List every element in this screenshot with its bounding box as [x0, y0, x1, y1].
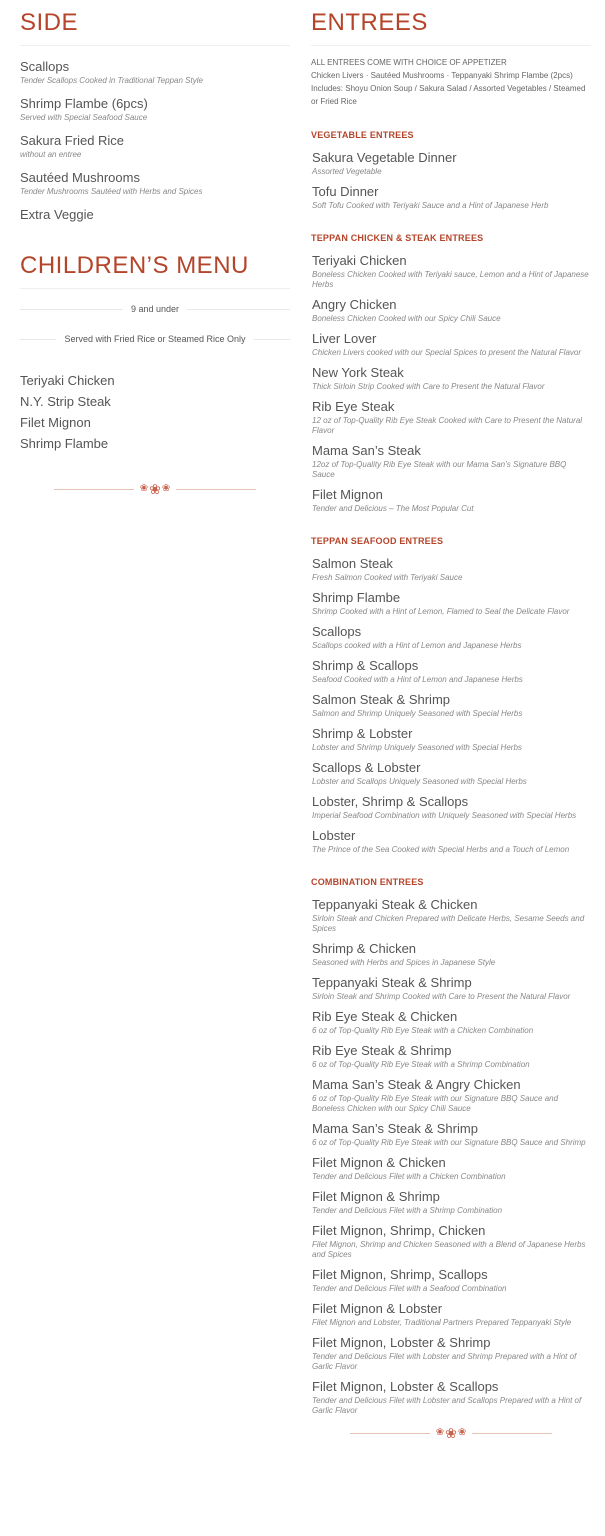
chicken-steak-section [311, 233, 591, 514]
menu-item [311, 183, 591, 211]
menu-item-desc: Tender and Delicious Filet with a Shrimp Combination [312, 1206, 503, 1215]
menu-item [311, 555, 591, 583]
entrees-title: ENTREES [311, 9, 428, 36]
side-title-rule [20, 45, 290, 46]
menu-item [311, 896, 591, 934]
menu-item-desc: Salmon and Shrimp Uniquely Seasoned with Special Herbs [312, 709, 523, 718]
childrens-item: Filet Mignon [20, 415, 91, 430]
left-column [20, 0, 290, 496]
rule [472, 1433, 552, 1434]
menu-item [311, 1076, 591, 1114]
menu-item-name: Filet Mignon, Lobster & Scallops [312, 1379, 499, 1394]
combination-section [311, 877, 591, 1416]
menu-item-name: Filet Mignon & Chicken [312, 1155, 446, 1170]
menu-item-desc: Tender and Delicious Filet with a Chicken Combination [312, 1172, 506, 1181]
side-title: SIDE [20, 9, 79, 36]
category-heading: TEPPAN SEAFOOD ENTREES [311, 536, 444, 546]
menu-item [311, 940, 591, 968]
childrens-item: Shrimp Flambe [20, 436, 109, 451]
menu-item-desc: Filet Mignon and Lobster, Traditional Partners Prepared Teppanyaki Style [312, 1318, 572, 1327]
menu-item-desc: Scallops cooked with a Hint of Lemon and Japanese Herbs [312, 641, 522, 650]
menu-item-name: Shrimp Flambe [312, 590, 401, 605]
menu-item-name: Lobster [312, 828, 356, 843]
served-note-text: Served with Fried Rice or Steamed Rice Only [64, 334, 246, 344]
menu-item-desc: 12oz of Top-Quality Rib Eye Steak with our Mama San’s Signature BBQ Sauce [312, 460, 567, 479]
menu-item-desc: 12 oz of Top-Quality Rib Eye Steak Cooked with Care to Present the Natural Flavor [312, 416, 583, 435]
side-item-name: Sautéed Mushrooms [20, 170, 140, 185]
menu-item-desc: Assorted Vegetable [312, 167, 382, 176]
menu-item-desc: Imperial Seafood Combination with Uniquely Seasoned with Special Herbs [312, 811, 577, 820]
menu-item-desc: Thick Sirloin Strip Cooked with Care to Present the Natural Flavor [312, 382, 545, 391]
menu-item-name: Sakura Vegetable Dinner [312, 150, 457, 165]
menu-item [311, 691, 591, 719]
side-item [20, 58, 290, 92]
menu-item-name: Mama San’s Steak & Angry Chicken [312, 1077, 521, 1092]
menu-item-name: Mama San’s Steak [312, 443, 421, 458]
menu-item-name: Tofu Dinner [312, 184, 379, 199]
side-list [20, 58, 290, 240]
menu-item [311, 589, 591, 617]
childrens-list [20, 371, 290, 454]
childrens-menu-title: CHILDREN’S MENU [20, 252, 249, 279]
menu-item-name: Lobster, Shrimp & Scallops [312, 794, 469, 809]
seafood-section [311, 536, 591, 855]
menu-item-desc: Tender and Delicious Filet with a Seafood Combination [312, 1284, 507, 1293]
menu-item [311, 296, 591, 324]
menu-item [311, 759, 591, 787]
side-item-desc: Tender Mushrooms Sautéed with Herbs and Spices [20, 187, 203, 196]
menu-item-name: Scallops & Lobster [312, 760, 421, 775]
rule [176, 489, 256, 490]
side-item [20, 95, 290, 129]
menu-item-desc: 6 oz of Top-Quality Rib Eye Steak with a Shrimp Combination [312, 1060, 530, 1069]
menu-item-name: Shrimp & Chicken [312, 941, 417, 956]
menu-item-name: Filet Mignon & Shrimp [312, 1189, 440, 1204]
menu-item [311, 827, 591, 855]
menu-item-desc: Tender and Delicious Filet with Lobster and Scallops Prepared with a Hint of Garlic Flavor [312, 1396, 582, 1415]
menu-item-name: Scallops [312, 624, 362, 639]
entrees-note [311, 56, 591, 108]
menu-item-desc: Filet Mignon, Shrimp and Chicken Seasoned with a Blend of Japanese Herbs and Spices [312, 1240, 586, 1259]
menu-item-name: Shrimp & Lobster [312, 726, 413, 741]
menu-item-desc: Seafood Cooked with a Hint of Lemon and Japanese Herbs [312, 675, 523, 684]
menu-item-desc: Boneless Chicken Cooked with Teriyaki sauce, Lemon and a Hint of Japanese Herbs [312, 270, 589, 289]
menu-item-desc: Seasoned with Herbs and Spices in Japanese Style [312, 958, 496, 967]
menu-item [311, 1008, 591, 1036]
menu-item-name: Filet Mignon, Shrimp, Chicken [312, 1223, 486, 1238]
menu-item-name: Rib Eye Steak & Chicken [312, 1009, 458, 1024]
side-item [20, 206, 290, 240]
childrens-title-rule [20, 288, 290, 289]
menu-item-desc: Chicken Livers cooked with our Special Spices to present the Natural Flavor [312, 348, 582, 357]
menu-item [311, 1042, 591, 1070]
entrees-title-rule [311, 45, 591, 46]
vegetable-section [311, 130, 591, 211]
served-note [20, 329, 290, 349]
menu-item [311, 398, 591, 436]
menu-item-name: Teppanyaki Steak & Shrimp [312, 975, 472, 990]
menu-item [311, 364, 591, 392]
menu-item-desc: Fresh Salmon Cooked with Teriyaki Sauce [312, 573, 463, 582]
menu-item-name: Filet Mignon, Lobster & Shrimp [312, 1335, 491, 1350]
menu-item-name: Filet Mignon, Shrimp, Scallops [312, 1267, 488, 1282]
side-item [20, 169, 290, 203]
menu-item [311, 623, 591, 651]
menu-item [311, 330, 591, 358]
menu-item [311, 725, 591, 753]
menu-item-desc: Shrimp Cooked with a Hint of Lemon, Flamed to Seal the Delicate Flavor [312, 607, 570, 616]
ornament-divider [20, 482, 290, 496]
menu-item-name: Angry Chicken [312, 297, 397, 312]
menu-item-desc: Tender and Delicious – The Most Popular Cut [312, 504, 474, 513]
side-item-name: Sakura Fried Rice [20, 133, 125, 148]
menu-item-desc: Soft Tofu Cooked with Teriyaki Sauce and a Hint of Japanese Herb [312, 201, 549, 210]
cherry-blossom-icon: ❀ ❀ ❀ [139, 481, 171, 497]
menu-item-name: Salmon Steak [312, 556, 393, 571]
menu-item-name: Filet Mignon [312, 487, 383, 502]
menu-item-desc: Lobster and Shrimp Uniquely Seasoned with Special Herbs [312, 743, 522, 752]
rule [20, 339, 56, 340]
side-item-desc: without an entree [20, 150, 82, 159]
menu-item-desc: 6 oz of Top-Quality Rib Eye Steak with a Chicken Combination [312, 1026, 534, 1035]
menu-item-desc: The Prince of the Sea Cooked with Special Herbs and a Touch of Lemon [312, 845, 570, 854]
menu-item [311, 793, 591, 821]
menu-item-name: Liver Lover [312, 331, 377, 346]
menu-item [311, 1266, 591, 1294]
menu-item-name: Teppanyaki Steak & Chicken [312, 897, 478, 912]
rule [20, 309, 123, 310]
menu-item-desc: 6 oz of Top-Quality Rib Eye Steak with our Signature BBQ Sauce and Shrimp [312, 1138, 586, 1147]
menu-item [311, 1334, 591, 1372]
menu-item [311, 657, 591, 685]
entrees-note-line: ALL ENTREES COME WITH CHOICE OF APPETIZER [311, 58, 507, 67]
rule [54, 489, 134, 490]
category-heading: COMBINATION ENTREES [311, 877, 424, 887]
side-item-desc: Served with Special Seafood Sauce [20, 113, 148, 122]
rule [350, 1433, 430, 1434]
category-heading: TEPPAN CHICKEN & STEAK ENTREES [311, 233, 484, 243]
menu-item [311, 1120, 591, 1148]
menu-item-name: Shrimp & Scallops [312, 658, 419, 673]
menu-item [311, 1378, 591, 1416]
menu-item-name: Rib Eye Steak & Shrimp [312, 1043, 452, 1058]
menu-item-name: Salmon Steak & Shrimp [312, 692, 451, 707]
menu-item-name: Filet Mignon & Lobster [312, 1301, 443, 1316]
menu-item-name: Rib Eye Steak [312, 399, 395, 414]
rule [254, 339, 290, 340]
menu-item [311, 252, 591, 290]
menu-item [311, 1154, 591, 1182]
menu-item [311, 442, 591, 480]
age-note [20, 299, 290, 319]
childrens-item: Teriyaki Chicken [20, 373, 115, 388]
menu-item [311, 486, 591, 514]
category-heading: VEGETABLE ENTREES [311, 130, 414, 140]
menu-item-desc: Boneless Chicken Cooked with our Spicy Chili Sauce [312, 314, 501, 323]
side-item [20, 132, 290, 166]
menu-item-name: New York Steak [312, 365, 404, 380]
side-item-desc: Tender Scallops Cooked in Traditional Teppan Style [20, 76, 203, 85]
right-column [311, 0, 591, 1440]
side-item-name: Scallops [20, 59, 70, 74]
menu-item [311, 1188, 591, 1216]
menu-item-desc: 6 oz of Top-Quality Rib Eye Steak with our Signature BBQ Sauce and Boneless Chicken with our Spicy Chili Sauce [312, 1094, 559, 1113]
menu-item-name: Teriyaki Chicken [312, 253, 407, 268]
menu-item-name: Mama San’s Steak & Shrimp [312, 1121, 478, 1136]
menu-item-desc: Lobster and Scallops Uniquely Seasoned with Special Herbs [312, 777, 527, 786]
side-item-name: Shrimp Flambe (6pcs) [20, 96, 148, 111]
age-note-text: 9 and under [130, 304, 180, 314]
menu-item [311, 1300, 591, 1328]
ornament-divider [311, 1426, 591, 1440]
entrees-note-line: Includes: Shoyu Onion Soup / Sakura Salad / Assorted Vegetables / Steamed or Fried Rice [311, 84, 586, 106]
menu-item-desc: Sirloin Steak and Chicken Prepared with Delicate Herbs, Sesame Seeds and Spices [312, 914, 585, 933]
menu-item [311, 149, 591, 177]
menu-item [311, 974, 591, 1002]
entrees-note-line: Chicken Livers · Sautéed Mushrooms · Teppanyaki Shrimp Flambe (2pcs) [311, 71, 573, 80]
rule [187, 309, 290, 310]
childrens-item: N.Y. Strip Steak [20, 394, 111, 409]
cherry-blossom-icon: ❀ ❀ ❀ [435, 1425, 467, 1441]
side-item-name: Extra Veggie [20, 207, 94, 222]
menu-item [311, 1222, 591, 1260]
menu-item-desc: Sirloin Steak and Shrimp Cooked with Care to Present the Natural Flavor [312, 992, 571, 1001]
menu-item-desc: Tender and Delicious Filet with Lobster and Shrimp Prepared with a Hint of Garlic Flavor [312, 1352, 577, 1371]
